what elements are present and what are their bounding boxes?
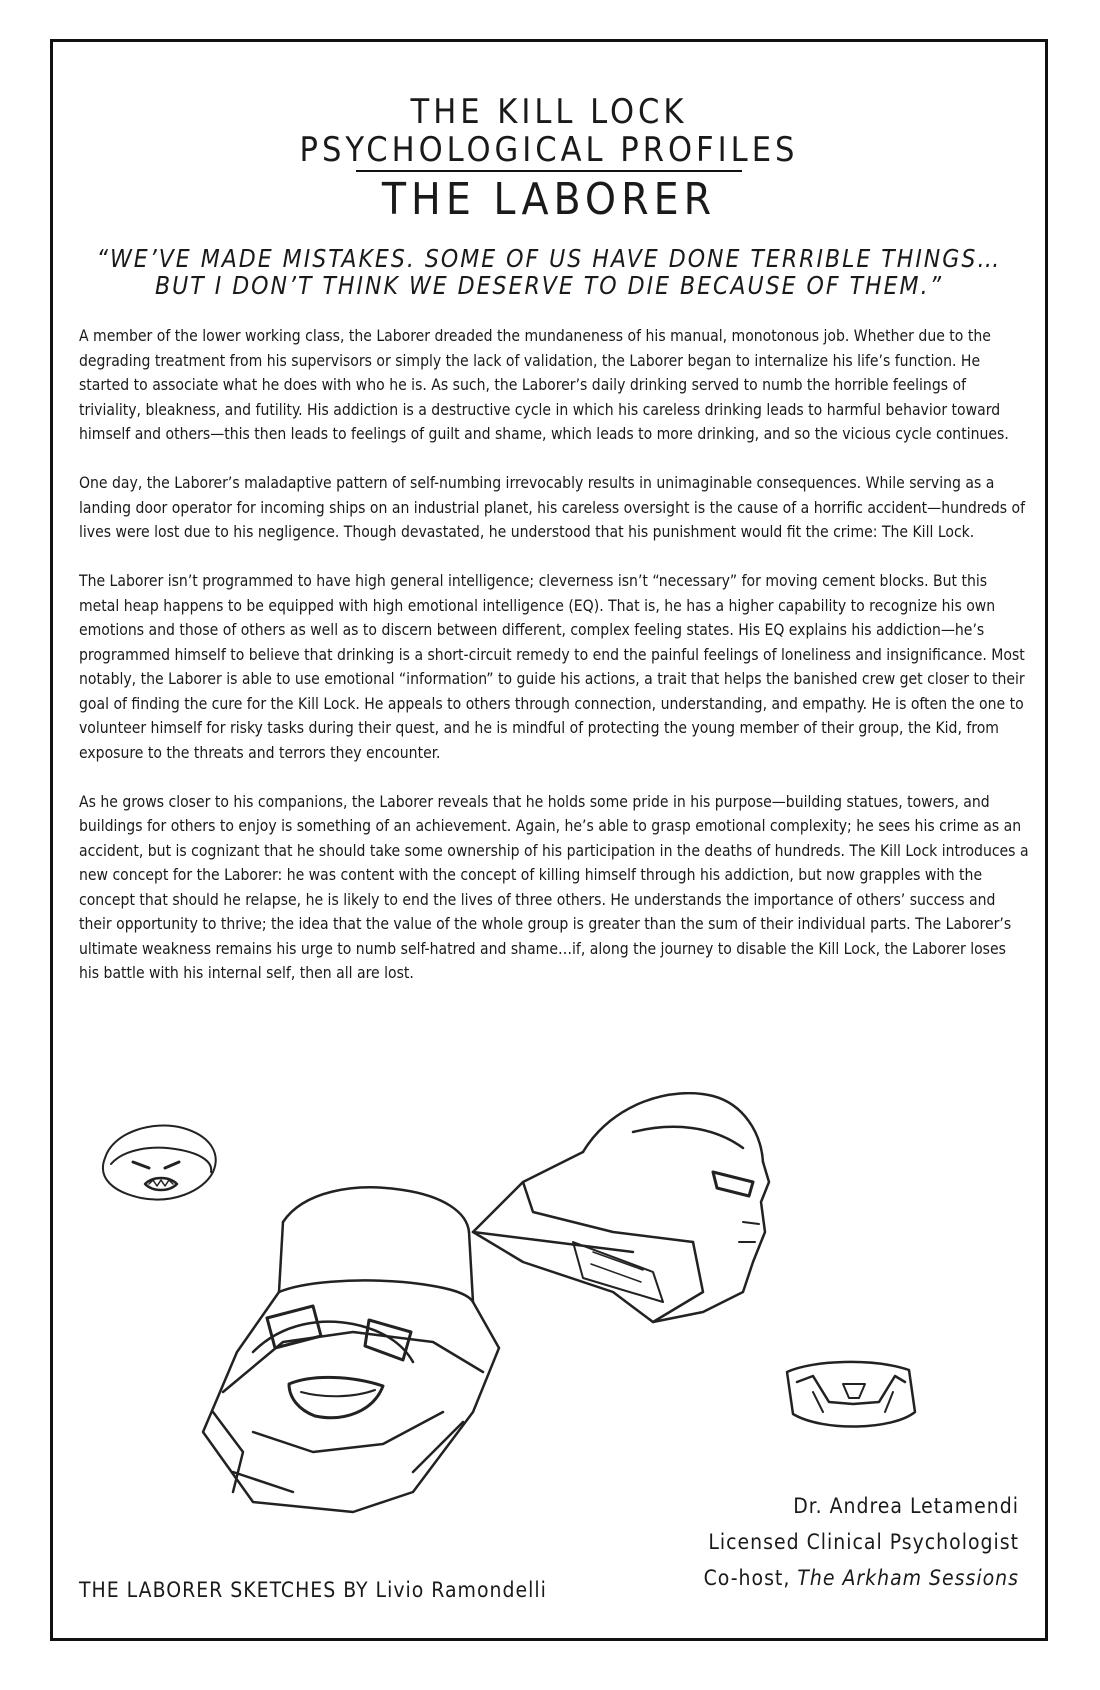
sketch-side-head [473,1093,769,1322]
sketch-front-head [203,1187,499,1512]
profile-quote [53,245,1045,299]
sketch-small-head [103,1126,216,1200]
author-title: Licensed Clinical Psychologist [708,1530,1019,1554]
sketch-small-box-head [787,1362,915,1427]
author-cohost [704,1560,1019,1596]
profile-body [79,324,1029,1010]
cohost-prefix: Co-host, [703,1566,798,1590]
paragraph-3: The Laborer isn’t programmed to have high general intelligence; cleverness isn’t “necessary” for moving cement blocks. But this metal heap happens to be equipped with high emotional intelligence (EQ). That is, he has a higher capability to recognize his own emotions and those of others as well as to discern between different, complex feeling states. His EQ explains his addiction—he’s programmed himself to believe that drinking is a short-circuit remedy to end the painful feelings of loneliness and insignificance. Most notably, the Laborer is able to use emotional “information” to guide his actions, a trait that helps the banished crew get closer to their goal of finding the cure for the Kill Lock. He appeals to others through connection, understanding, and empathy. He is often the one to volunteer himself for risky tasks during their quest, and he is mindful of protecting the young member of their group, the Kid, from exposure to the threats and terrors they encounter. [79,572,1025,762]
page-frame [50,39,1048,1641]
paragraph-2: One day, the Laborer’s maladaptive pattern of self-numbing irrevocably results in unimaginable consequences. While serving as a landing door operator for incoming ships on an industrial planet, his careless oversight is the cause of a horrific accident—hundreds of lives were lost due to his negligence. Though devastated, he understood that his punishment would fit the crime: The Kill Lock. [79,474,1026,541]
cohost-show: The Arkham Sessions [797,1566,1019,1590]
quote-line-2: BUT I DON’T THINK WE DESERVE TO DIE BECAUSE OF THEM.” [155,271,943,300]
profile-title: THE LABORER [381,174,717,225]
sketch-credit: THE LABORER SKETCHES BY Livio Ramondelli [79,1578,547,1602]
author-name: Dr. Andrea Letamendi [793,1494,1019,1518]
title-divider [356,170,742,172]
series-title: THE KILL LOCK [410,92,688,132]
paragraph-1: A member of the lower working class, the Laborer dreaded the mundaneness of his manual, monotonous job. Whether due to the degrading treatment from his supervisors or simply the lack of validation, the Laborer began to internalize his life’s function. He started to associate what he does with who he is. As such, the Laborer’s daily drinking served to numb the horrible feelings of triviality, bleakness, and futility. His addiction is a destructive cycle in which his careless drinking leads to harmful behavior toward himself and others—this then leads to feelings of guilt and shame, which leads to more drinking, and so the vicious cycle continues. [79,327,1009,443]
quote-line-1: “WE’VE MADE MISTAKES. SOME OF US HAVE DONE TERRIBLE THINGS… [96,244,1002,273]
author-credit [704,1488,1019,1596]
laborer-sketches [53,1092,1045,1542]
section-title: PSYCHOLOGICAL PROFILES [299,130,799,170]
paragraph-4: As he grows closer to his companions, the Laborer reveals that he holds some pride in his purpose—building statues, towers, and buildings for others to enjoy is something of an achievement. Again, he’s able to grasp emotional complexity; he sees his crime as an accident, but is cognizant that he should take some ownership of his participation in the deaths of hundreds. The Kill Lock introduces a new concept for the Laborer: he was content with the concept of killing himself through his addiction, but now grapples with the concept that should he relapse, he is likely to end the lives of three others. He understands the importance of others’ success and their opportunity to thrive; the idea that the value of the whole group is greater than the sum of their individual parts. The Laborer’s ultimate weakness remains his urge to numb self-hatred and shame…if, along the journey to disable the Kill Lock, the Laborer loses his battle with his internal self, then all are lost. [79,792,1029,982]
